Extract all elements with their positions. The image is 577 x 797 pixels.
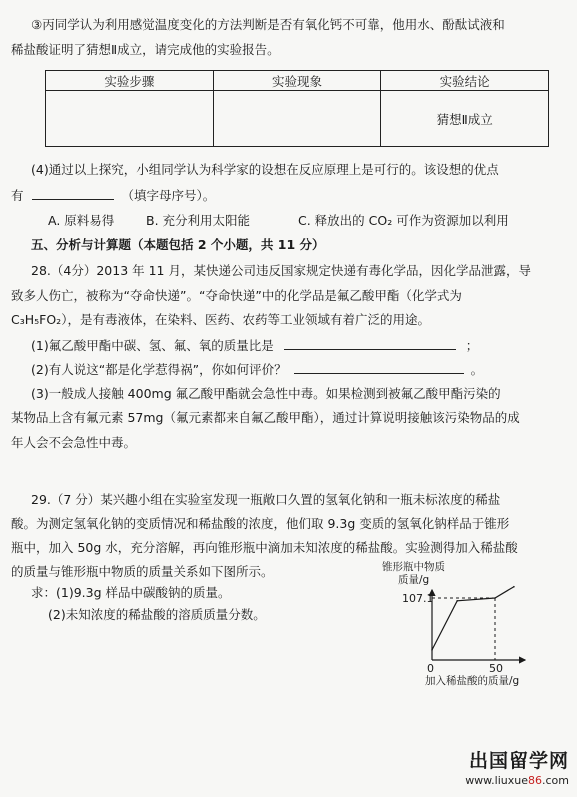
mass-curve-point [431, 649, 433, 651]
q4-line2 [11, 187, 215, 204]
q28-sub2-end: 。 [470, 362, 484, 377]
q4-prefix: 有 [11, 188, 24, 203]
q29-line2: 酸。为测定氢氧化钠的变质情况和稀盐酸的浓度，他们取 9.3g 变质的氢氧化钠样品于锥形 [11, 516, 510, 531]
cell-phenomena-blank[interactable] [213, 91, 381, 147]
q4-line1: (4)通过以上探究，小组同学认为科学家的设想在反应原理上是可行的。该设想的优点 [31, 162, 499, 177]
q3-intro-line1: ③丙同学认为利用感觉温度变化的方法判断是否有氧化钙不可靠，他用水、酚酞试液和 [31, 17, 505, 32]
mass-curve-point [456, 600, 458, 602]
q29-line3: 瓶中，加入 50g 水，充分溶解，再向锥形瓶中滴加未知浓度的稀盐酸。实验测得加入稀盐酸 [11, 540, 518, 555]
header-experiment-conclusion: 实验结论 [381, 71, 549, 91]
q29-line4: 的质量与锥形瓶中物质的质量关系如下图所示。 [11, 564, 274, 579]
q29-ask2: (2)未知浓度的稀盐酸的溶质质量分数。 [48, 607, 266, 622]
q3-intro-line2: 稀盐酸证明了猜想Ⅱ成立，请完成他的实验报告。 [11, 42, 280, 57]
graph-series [431, 586, 515, 651]
option-c: C. 释放出的 CO₂ 可作为资源加以利用 [298, 213, 509, 228]
graph-y-tick-label: 107.1 [402, 592, 434, 605]
mass-curve-point [494, 597, 496, 599]
q28-sub2 [31, 361, 483, 378]
option-b: B. 充分利用太阳能 [146, 213, 251, 228]
q28-line1: 28.（4分）2013 年 11 月，某快递公司违反国家规定快递有毒化学品，因化学品泄露，导 [31, 263, 531, 278]
site-watermark-logo [465, 746, 569, 787]
q28-sub1-blank[interactable] [284, 337, 456, 350]
q4-suffix: （填字母序号）。 [121, 188, 216, 203]
graph-ylabel-line2: 质量/g [398, 574, 430, 586]
cell-conclusion: 猜想Ⅱ成立 [381, 91, 549, 147]
url-suffix: .com [542, 774, 569, 787]
q28-sub2-text: (2)有人说这“都是化学惹得祸”，你如何评价？ [31, 362, 287, 377]
q29-ask1: 求：(1)9.3g 样品中碳酸钠的质量。 [31, 585, 231, 600]
q28-sub2-blank[interactable] [294, 361, 464, 374]
cell-steps-blank[interactable] [46, 91, 214, 147]
q28-sub1-text: (1)氟乙酸甲酯中碳、氢、氟、氧的质量比是 [31, 338, 274, 353]
q29-line1: 29.（7 分）某兴趣小组在实验室发现一瓶敞口久置的氢氧化钠和一瓶未标浓度的稀盐 [31, 492, 501, 507]
brand-url [465, 774, 569, 787]
graph-xlabel: 加入稀盐酸的质量/g [425, 675, 520, 687]
q28-line3: C₃H₅FO₂），是有毒液体，在染料、医药、农药等工业领域有着广泛的用途。 [11, 312, 430, 327]
q28-sub1-end: ； [465, 338, 479, 353]
section5-title: 五、分析与计算题（本题包括 2 个小题，共 11 分） [31, 237, 325, 252]
q4-answer-blank[interactable] [32, 187, 114, 200]
q28-sub3-line2: 某物品上含有氟元素 57mg（氟元素都来自氟乙酸甲酯），通过计算说明接触该污染物品的成 [11, 410, 520, 425]
q28-sub3-line3: 年人会不会急性中毒。 [11, 435, 137, 450]
option-a: A. 原料易得 [48, 213, 115, 228]
header-experiment-steps: 实验步骤 [46, 71, 214, 91]
url-prefix: www.liuxue [465, 774, 528, 787]
graph-ylabel-line1: 锥形瓶中物质 [382, 561, 445, 573]
q28-sub3-line1: (3)一般成人接触 400mg 氟乙酸甲酯就会急性中毒。如果检测到被氟乙酸甲酯污染的 [31, 386, 501, 401]
url-number: 86 [528, 774, 542, 787]
q28-sub1 [31, 337, 478, 354]
graph-x-tick-label: 50 [489, 662, 503, 675]
graph-origin-label: 0 [427, 662, 434, 675]
experiment-report-table [45, 70, 549, 147]
header-experiment-phenomena: 实验现象 [213, 71, 381, 91]
mass-curve-line [432, 587, 514, 650]
q28-line2: 致多人伤亡，被称为“夺命快递”。“夺命快递”中的化学品是氟乙酸甲酯（化学式为 [11, 288, 462, 303]
mass-curve-point [513, 586, 515, 588]
brand-name: 出国留学网 [468, 750, 569, 772]
